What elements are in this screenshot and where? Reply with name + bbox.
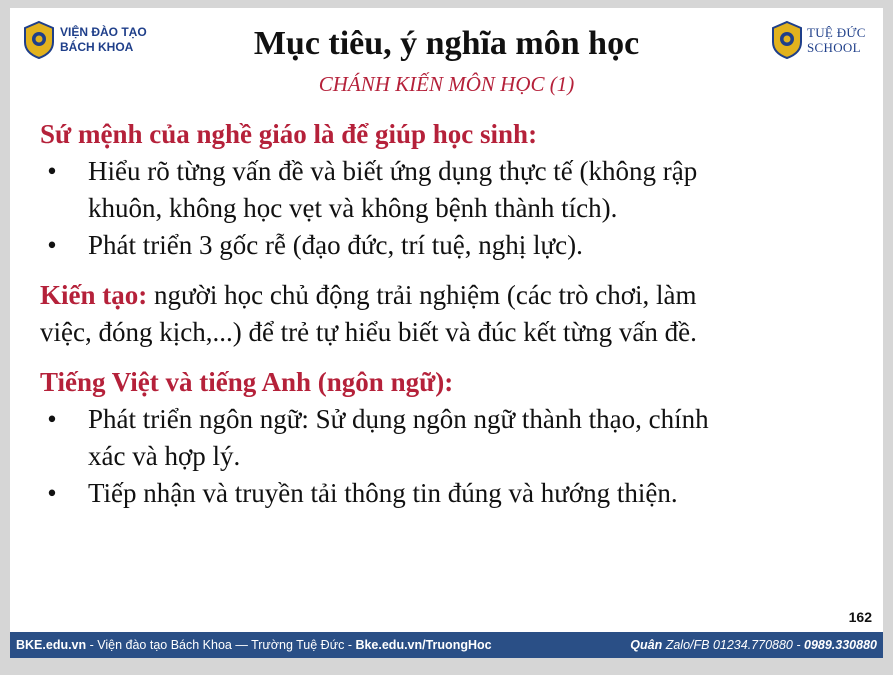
bullet-icon: • xyxy=(47,230,57,260)
paragraph-line: việc, đóng kịch,...) để trẻ tự hiểu biết và đúc kết từng vấn đề. xyxy=(40,317,697,347)
list-item-line: khuôn, không học vẹt và không bệnh thành tích). xyxy=(88,193,618,223)
footer-site-link[interactable]: BKE.edu.vn xyxy=(16,638,87,652)
footer-org: Viện đào tạo Bách Khoa — Trường Tuệ Đức xyxy=(97,638,345,652)
list-item-line: Phát triển 3 gốc rễ (đạo đức, trí tuệ, nghị lực). xyxy=(88,230,583,260)
footer-left xyxy=(16,638,492,652)
list-item xyxy=(40,153,875,227)
footer-separator: - xyxy=(344,638,356,652)
paragraph-kien-tao xyxy=(40,277,875,351)
logo-left-line1: VIỆN ĐÀO TẠO xyxy=(60,25,147,39)
footer-right xyxy=(630,638,877,652)
bullet-icon: • xyxy=(47,478,57,508)
bullet-list-su-menh xyxy=(40,153,875,264)
list-item-line: Hiểu rõ từng vấn đề và biết ứng dụng thực tế (không rập xyxy=(88,156,698,186)
section-heading-ngon-ngu: Tiếng Việt và tiếng Anh (ngôn ngữ): xyxy=(40,367,454,397)
logo-left-line2: BÁCH KHOA xyxy=(60,40,134,54)
footer-bar xyxy=(10,632,883,658)
list-item xyxy=(40,475,875,512)
bullet-icon: • xyxy=(47,156,57,186)
footer-contact-name: Quân xyxy=(630,638,663,652)
footer-school-link[interactable]: Bke.edu.vn/TruongHoc xyxy=(355,638,492,652)
list-item-line: xác và hợp lý. xyxy=(88,441,241,471)
paragraph-line: người học chủ động trải nghiệm (các trò chơi, làm xyxy=(154,280,697,310)
page-title: Mục tiêu, ý nghĩa môn học xyxy=(253,25,640,62)
page-subtitle: CHÁNH KIẾN MÔN HỌC (1) xyxy=(318,72,575,96)
logo-tue-duc-school xyxy=(770,16,880,64)
footer-contact-phone: 0989.330880 xyxy=(804,638,877,652)
footer-separator: - xyxy=(86,638,98,652)
slide xyxy=(10,8,883,632)
list-item xyxy=(40,401,875,475)
list-item xyxy=(40,227,875,264)
page-number: 162 xyxy=(848,609,872,625)
bullet-icon: • xyxy=(47,404,57,434)
section-heading-su-menh: Sứ mệnh của nghề giáo là để giúp học sinh: xyxy=(40,119,538,149)
logo-right-line1: TUỆ ĐỨC xyxy=(807,25,866,40)
footer-contact-text: Zalo/FB 01234.770880 - xyxy=(662,638,804,652)
keyword-kien-tao: Kiến tạo: xyxy=(40,280,148,310)
bullet-list-ngon-ngu xyxy=(40,401,875,512)
list-item-line: Phát triển ngôn ngữ: Sử dụng ngôn ngữ thành thạo, chính xyxy=(88,404,709,434)
list-item-line: Tiếp nhận và truyền tải thông tin đúng và hướng thiện. xyxy=(88,478,678,508)
logo-right-line2: SCHOOL xyxy=(807,40,861,55)
seal-icon xyxy=(770,20,804,60)
slide-content xyxy=(40,116,875,512)
